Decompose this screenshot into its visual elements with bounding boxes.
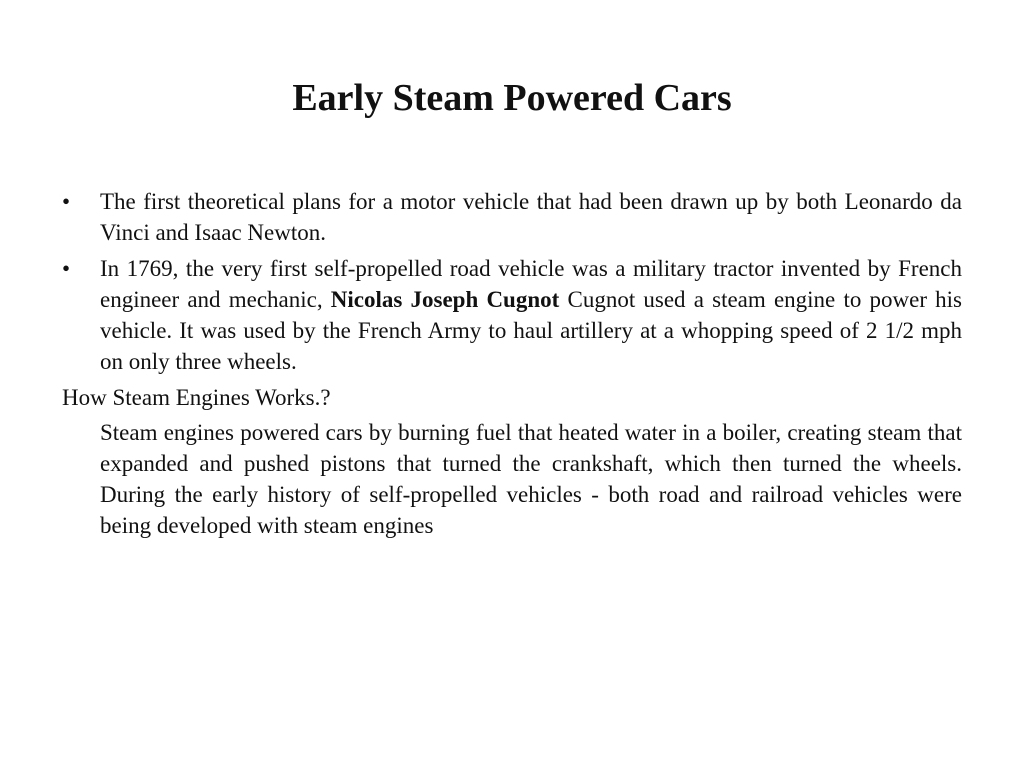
bullet-marker: • [62, 256, 71, 281]
slide-content [62, 186, 962, 541]
subheading: How Steam Engines Works.? [62, 385, 331, 410]
inventor-name: Nicolas Joseph Cugnot [330, 287, 560, 312]
bullet-text: The first theoretical plans for a motor vehicle that had been drawn up by both Leonardo da Vinci and Isaac Newton. [100, 189, 962, 245]
bullet-text-before: In 1769, the very first self-propelled road vehicle was a military tractor invented by French engineer and mechanic, [100, 256, 962, 312]
slide-title: Early Steam Powered Cars [292, 77, 732, 119]
bullet-text-after: Cugnot used a steam engine to power his vehicle. It was used by the French Army to haul artillery at a whopping speed of 2 1/2 mph on only three wheels. [100, 287, 963, 374]
bullet-item [62, 253, 962, 377]
bullet-text [100, 256, 962, 374]
body-paragraph: Steam engines powered cars by burning fuel that heated water in a boiler, creating steam that expanded and pushed pistons that turned the crankshaft, which then turned the wheels. During the early history of self-propelled vehicles - both road and railroad vehicles were being developed with steam engines [100, 420, 962, 538]
bullet-list [62, 186, 962, 377]
bullet-item [62, 186, 962, 248]
bullet-marker: • [62, 189, 71, 214]
